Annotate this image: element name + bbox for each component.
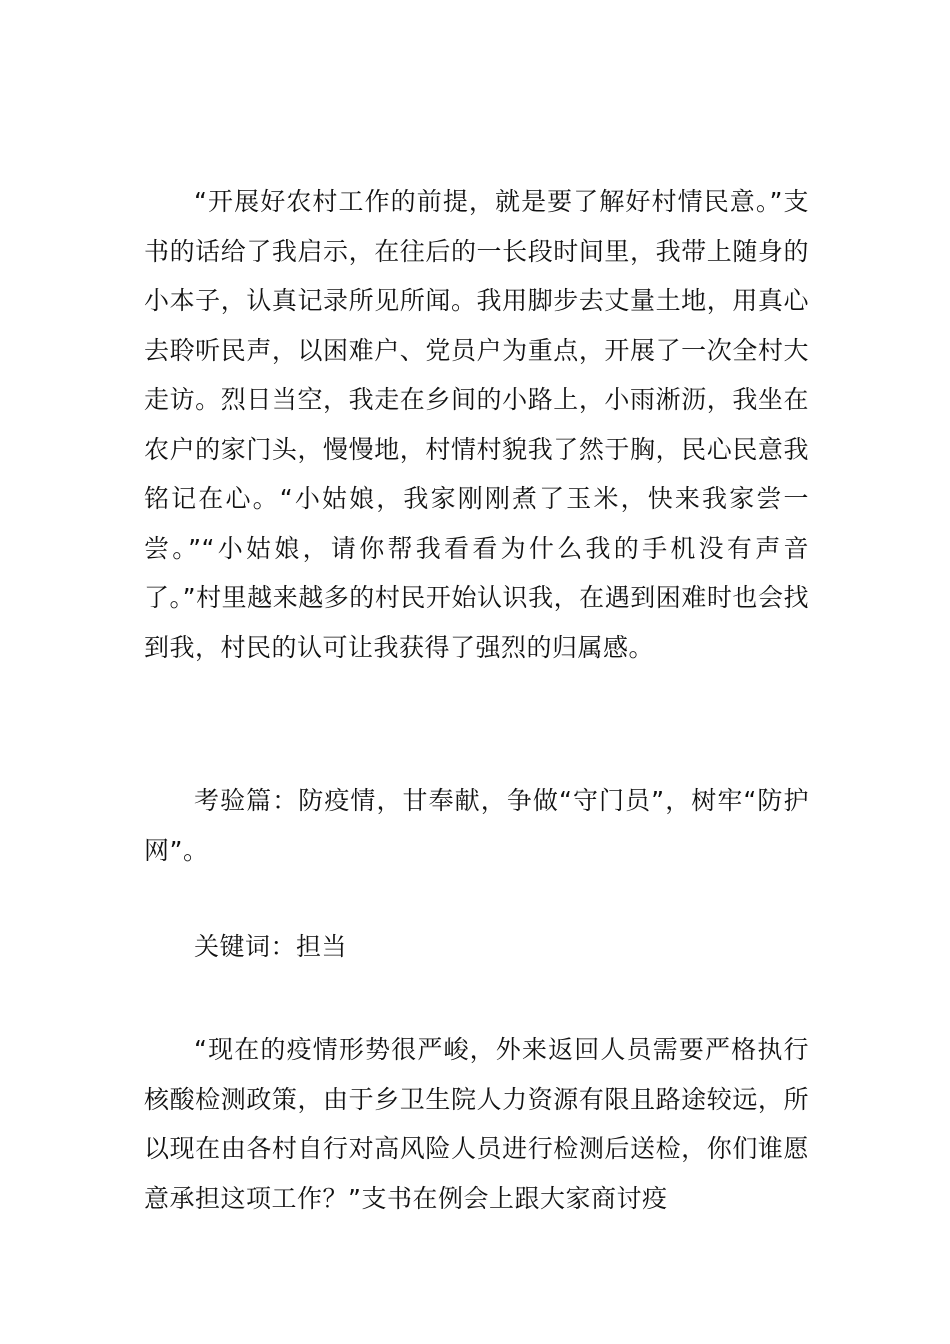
body-paragraph-epidemic: “现在的疫情形势很严峻，外来返回人员需要严格执行核酸检测政策，由于乡卫生院人力资源有限且路途较远，所以现在由各村自行对高风险人员进行检测后送检，你们谁愿意承担这项工作？”支书在例会上跟大家商讨疫 [144, 1035, 809, 1213]
keyword-line: 关键词：担当 [194, 932, 348, 961]
body-paragraph-village-visit: “开展好农村工作的前提，就是要了解好村情民意。”支书的话给了我启示，在往后的一长段时间里，我带上随身的小本子，认真记录所见所闻。我用脚步去丈量土地，用真心去聆听民声，以困难户、党员户为重点，开展了一次全村大走访。烈日当空，我走在乡间的小路上，小雨淅沥，我坐在农户的家门头，慢慢地，村情村貌我了然于胸，民心民意我铭记在心。“小姑娘，我家刚刚煮了玉米，快来我家尝一尝。”“小姑娘，请你帮我看看为什么我的手机没有声音了。”村里越来越多的村民开始认识我，在遇到困难时也会找到我，村民的认可让我获得了强烈的归属感。 [144, 187, 809, 662]
section-heading-test: 考验篇：防疫情，甘奉献，争做“守门员”，树牢“防护网”。 [144, 786, 809, 865]
